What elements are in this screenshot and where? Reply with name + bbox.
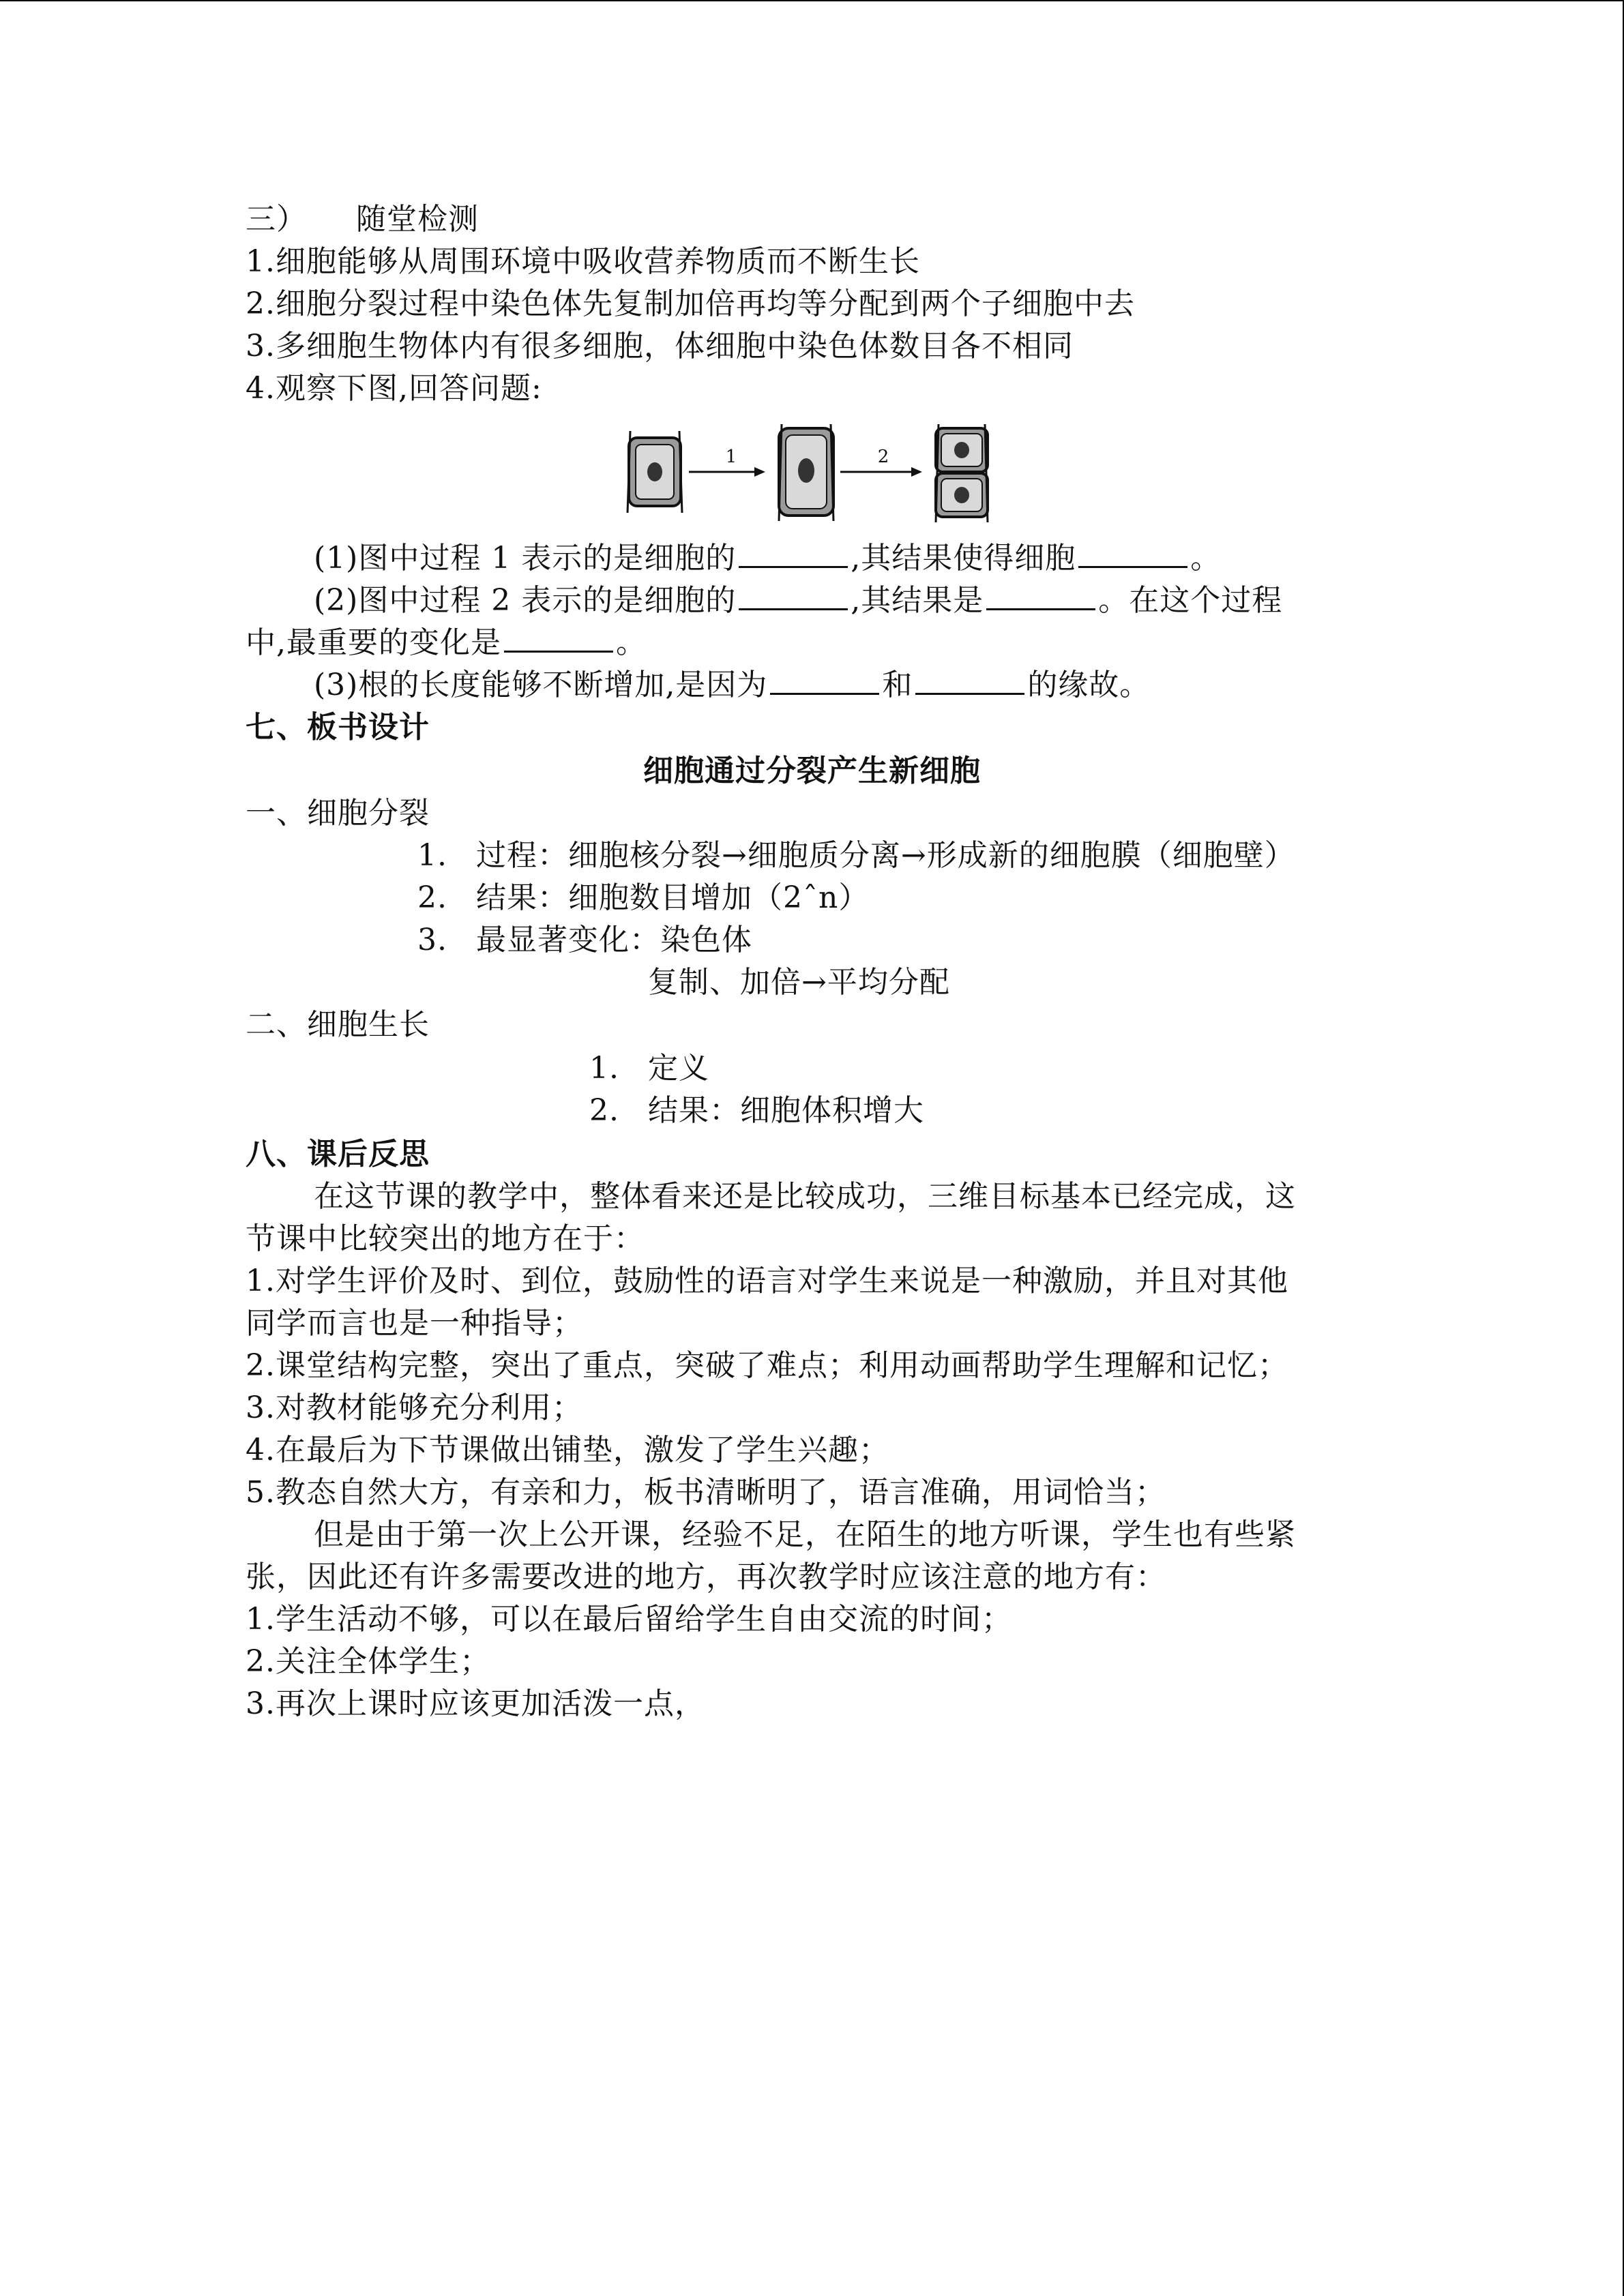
- page-border-top: [0, 0, 1623, 1]
- board-sec1-extra: 复制、加倍→平均分配: [648, 965, 950, 1000]
- answer-blank[interactable]: [739, 539, 848, 568]
- arrow-1-label: 1: [725, 447, 737, 467]
- reflection-paragraph: 节课中比较突出的地方在于：: [246, 1221, 645, 1256]
- board-sec1-item: 1. 过程：细胞核分裂→细胞质分离→形成新的细胞膜（细胞壁）: [417, 838, 1295, 873]
- answer-blank[interactable]: [1078, 539, 1187, 568]
- answer-blank[interactable]: [739, 581, 848, 610]
- reflection-item: 3.对教材能够充分利用；: [246, 1390, 582, 1425]
- quiz-q1: 1.细胞能够从周围环境中吸收营养物质而不断生长: [246, 244, 920, 279]
- reflection-item: 2.关注全体学生；: [246, 1644, 490, 1679]
- reflection-item: 4.在最后为下节课做出铺垫，激发了学生兴趣；: [246, 1433, 889, 1467]
- arrow-1-head: [754, 467, 765, 477]
- cell-grown: [779, 424, 833, 521]
- cell-division-figure: [621, 423, 1016, 525]
- answer-blank[interactable]: [770, 666, 879, 695]
- quiz-q2: 2.细胞分裂过程中染色体先复制加倍再均等分配到两个子细胞中去: [246, 286, 1135, 321]
- quiz-heading: 三） 随堂检测: [246, 202, 479, 237]
- board-sec1-item: 2. 结果：细胞数目增加（2ˆn）: [417, 880, 870, 915]
- reflection-paragraph: 张，因此还有许多需要改进的地方，再次教学时应该注意的地方有：: [246, 1560, 1166, 1594]
- cell-original: [628, 431, 682, 513]
- arrow-2-label: 2: [877, 447, 889, 467]
- quiz-sub2: (2)图中过程 2 表示的是细胞的 ,其结果是 。在这个过程: [314, 580, 1282, 622]
- quiz-sub1: (1)图中过程 1 表示的是细胞的 ,其结果使得细胞 。: [314, 537, 1221, 580]
- board-sec2-item: 1. 定义: [589, 1051, 709, 1086]
- reflection-item: 5.教态自然大方，有亲和力，板书清晰明了，语言准确，用词恰当；: [246, 1475, 1166, 1510]
- reflection-paragraph: 在这节课的教学中，整体看来还是比较成功，三维目标基本已经完成，这: [314, 1179, 1296, 1214]
- reflection-heading: 八、课后反思: [246, 1137, 430, 1172]
- reflection-item: 1.学生活动不够，可以在最后留给学生自由交流的时间；: [246, 1602, 1012, 1637]
- reflection-item: 2.课堂结构完整，突出了重点，突破了难点；利用动画帮助学生理解和记忆；: [246, 1348, 1288, 1383]
- quiz-q3: 3.多细胞生物体内有很多细胞，体细胞中染色体数目各不相同: [246, 329, 1074, 363]
- answer-blank[interactable]: [986, 581, 1095, 610]
- cell-divided: [936, 424, 988, 522]
- board-sec1: 一、细胞分裂: [246, 796, 430, 831]
- reflection-item: 同学而言也是一种指导；: [246, 1306, 583, 1341]
- quiz-sub2-cont: 中,最重要的变化是 。: [246, 622, 647, 664]
- quiz-q4: 4.观察下图,回答问题:: [246, 371, 542, 406]
- reflection-paragraph: 但是由于第一次上公开课，经验不足，在陌生的地方听课，学生也有些紧: [314, 1517, 1296, 1552]
- board-sec2: 二、细胞生长: [246, 1007, 430, 1042]
- reflection-item: 3.再次上课时应该更加活泼一点，: [246, 1686, 705, 1721]
- answer-blank[interactable]: [915, 666, 1024, 695]
- arrow-2-head: [911, 467, 922, 477]
- reflection-item: 1.对学生评价及时、到位，鼓励性的语言对学生来说是一种激励，并且对其他: [246, 1264, 1288, 1298]
- board-sec2-item: 2. 结果：细胞体积增大: [589, 1093, 924, 1128]
- quiz-sub3: (3)根的长度能够不断增加,是因为 和 的缘故。: [314, 664, 1150, 706]
- answer-blank[interactable]: [504, 623, 613, 653]
- board-title: 细胞通过分裂产生新细胞: [643, 754, 981, 788]
- board-heading: 七、板书设计: [246, 710, 430, 745]
- board-sec1-item: 3. 最显著变化：染色体: [417, 923, 752, 957]
